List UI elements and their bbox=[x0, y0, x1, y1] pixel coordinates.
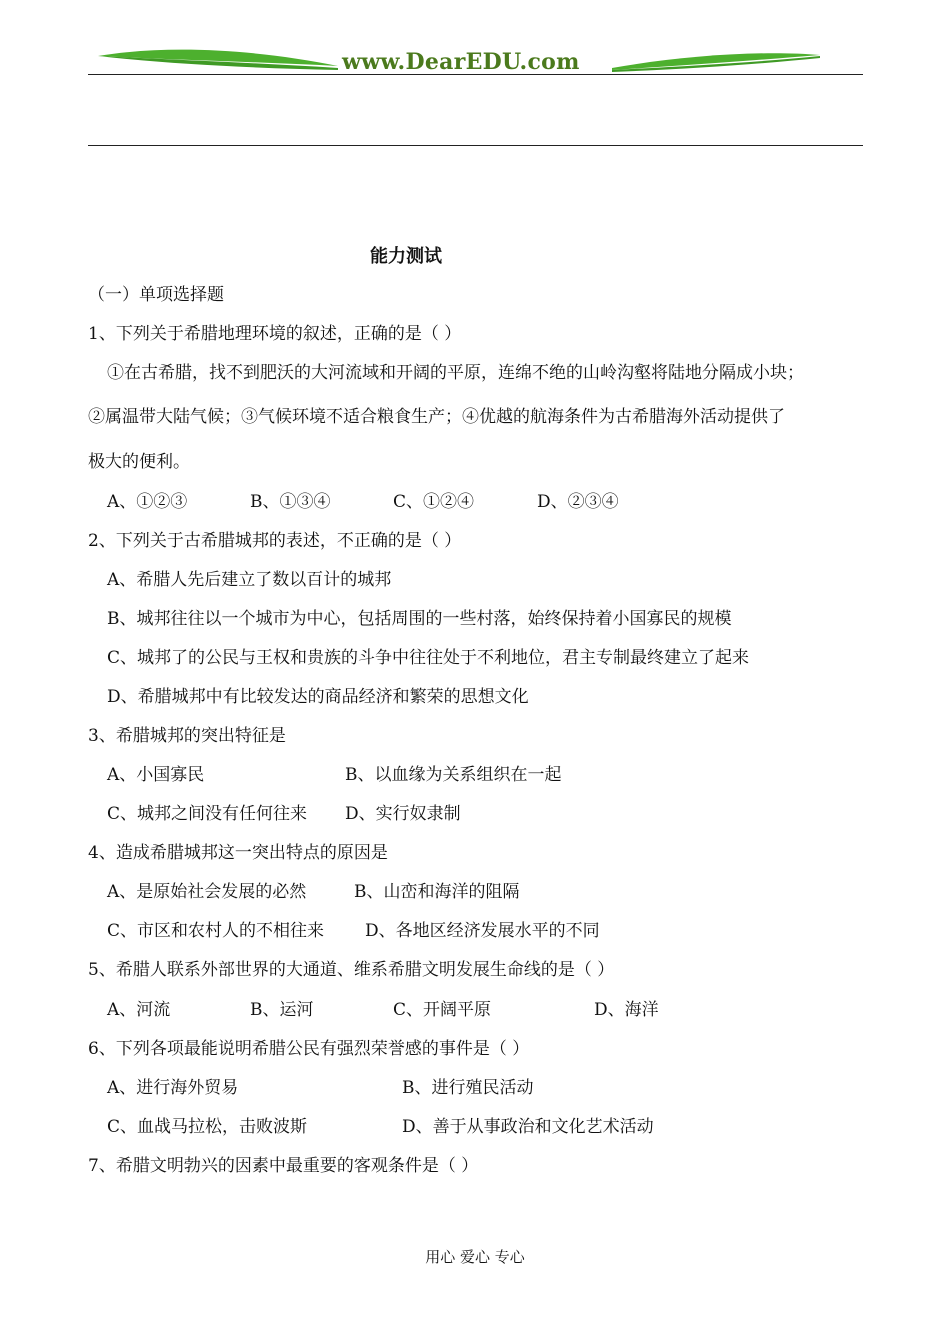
question-4-option-a: A、是原始社会发展的必然 bbox=[107, 882, 307, 902]
question-1-stem: 1、下列关于希腊地理环境的叙述，正确的是（ ） bbox=[88, 324, 462, 344]
page-title: 能力测试 bbox=[370, 246, 442, 267]
question-2-stem: 2、下列关于古希腊城邦的表述，不正确的是（ ） bbox=[88, 531, 462, 551]
question-5-stem: 5、希腊人联系外部世界的大通道、维系希腊文明发展生命线的是（ ） bbox=[88, 960, 615, 980]
header-rule bbox=[88, 74, 863, 75]
brand-swoosh-logo bbox=[0, 0, 950, 90]
question-1-body-line: ①在古希腊，找不到肥沃的大河流域和开阔的平原，连绵不绝的山岭沟壑将陆地分隔成小块； bbox=[107, 363, 804, 383]
header-second-rule bbox=[88, 145, 863, 146]
question-2-option-b: B、城邦往往以一个城市为中心，包括周围的一些村落，始终保持着小国寡民的规模 bbox=[107, 609, 732, 629]
question-5-option-d: D、海洋 bbox=[594, 1000, 659, 1020]
question-1-body-line: 极大的便利。 bbox=[88, 452, 190, 472]
question-1-option-c: C、①②④ bbox=[393, 492, 475, 512]
page-header bbox=[0, 0, 950, 90]
section-heading: （一）单项选择题 bbox=[88, 285, 224, 305]
question-3-option-b: B、以血缘为关系组织在一起 bbox=[345, 765, 562, 785]
question-5-option-a: A、河流 bbox=[107, 1000, 171, 1020]
question-1-option-d: D、②③④ bbox=[537, 492, 619, 512]
question-1-option-a: A、①②③ bbox=[107, 492, 188, 512]
page-footer: 用心 爱心 专心 bbox=[425, 1248, 525, 1266]
question-4-option-b: B、山峦和海洋的阻隔 bbox=[354, 882, 520, 902]
question-5-option-c: C、开阔平原 bbox=[393, 1000, 492, 1020]
question-3-stem: 3、希腊城邦的突出特征是 bbox=[88, 726, 286, 746]
question-4-option-c: C、市区和农村人的不相往来 bbox=[107, 921, 325, 941]
question-1-option-b: B、①③④ bbox=[250, 492, 331, 512]
question-6-option-a: A、进行海外贸易 bbox=[107, 1078, 239, 1098]
brand-text: www.DearEDU.com bbox=[342, 49, 580, 75]
question-3-option-d: D、实行奴隶制 bbox=[345, 804, 461, 824]
question-1-body-line: ②属温带大陆气候；③气候环境不适合粮食生产；④优越的航海条件为古希腊海外活动提供了 bbox=[88, 407, 785, 427]
question-6-option-d: D、善于从事政治和文化艺术活动 bbox=[402, 1117, 654, 1137]
question-6-stem: 6、下列各项最能说明希腊公民有强烈荣誉感的事件是（ ） bbox=[88, 1039, 530, 1059]
question-2-option-a: A、希腊人先后建立了数以百计的城邦 bbox=[107, 570, 392, 590]
question-4-stem: 4、造成希腊城邦这一突出特点的原因是 bbox=[88, 843, 388, 863]
question-7-stem: 7、希腊文明勃兴的因素中最重要的客观条件是（ ） bbox=[88, 1156, 479, 1176]
question-3-option-a: A、小国寡民 bbox=[107, 765, 205, 785]
question-6-option-b: B、进行殖民活动 bbox=[402, 1078, 534, 1098]
question-3-option-c: C、城邦之间没有任何往来 bbox=[107, 804, 308, 824]
question-5-option-b: B、运河 bbox=[250, 1000, 314, 1020]
question-2-option-d: D、希腊城邦中有比较发达的商品经济和繁荣的思想文化 bbox=[107, 687, 529, 707]
question-4-option-d: D、各地区经济发展水平的不同 bbox=[365, 921, 600, 941]
question-2-option-c: C、城邦了的公民与王权和贵族的斗争中往往处于不利地位，君主专制最终建立了起来 bbox=[107, 648, 750, 668]
question-6-option-c: C、血战马拉松，击败波斯 bbox=[107, 1117, 308, 1137]
